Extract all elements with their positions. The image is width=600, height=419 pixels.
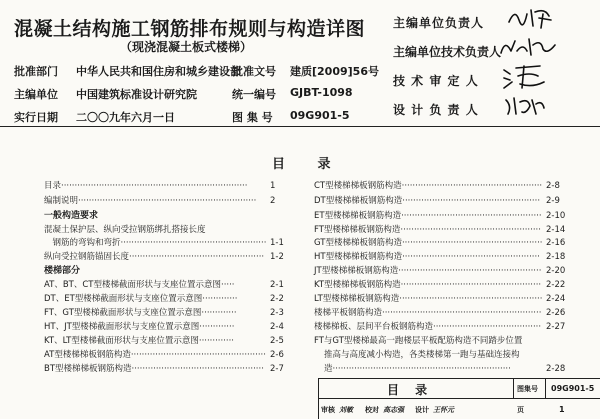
signature-4 bbox=[502, 92, 548, 118]
toc-entry-page: 2 bbox=[270, 196, 276, 206]
toc-entry-page: 2-5 bbox=[270, 336, 284, 346]
toc-entry-page: 2-28 bbox=[546, 364, 566, 374]
title-block-check-label: 校对 bbox=[365, 406, 379, 414]
title-block-review-label: 审核 bbox=[321, 406, 335, 414]
toc-entry-page: 2-6 bbox=[270, 350, 284, 360]
toc-entry-page: 2-10 bbox=[546, 211, 566, 221]
toc-entry-label: 推高与高度减小构造，各类楼梯第一跑与基础连接构 bbox=[324, 350, 520, 360]
toc-entry-label: GT型楼梯梯板钢筋构造···················································· bbox=[314, 238, 543, 248]
toc-entry-page: 2-7 bbox=[270, 364, 284, 374]
toc-entry-label: 编制说明·································································· bbox=[44, 196, 257, 206]
toc-entry-page: 2-3 bbox=[270, 308, 284, 318]
approver-label: 批准部门 bbox=[14, 65, 58, 78]
toc-entry-page: 2-14 bbox=[546, 225, 566, 235]
responsible-label-2: 主编单位技术负责人 bbox=[393, 45, 502, 59]
toc-entry-label: 纵向受拉钢筋锚固长度·················································· bbox=[44, 252, 265, 262]
header-divider bbox=[0, 126, 600, 127]
title-block-atlas-value: 09G901-5 bbox=[551, 384, 595, 393]
toc-entry-label: JT型楼梯梯板钢筋构造····················································· bbox=[314, 266, 542, 276]
toc-entry-page: 1 bbox=[270, 181, 276, 191]
toc-entry-label: BT型楼梯梯板钢筋构造················································· bbox=[44, 364, 264, 374]
toc-entry-label: 混凝土保护层、纵向受拉钢筋绑扎搭接长度 bbox=[44, 225, 206, 235]
toc-entry-page: 2-8 bbox=[546, 181, 560, 191]
atlas-label: 图 集 号 bbox=[232, 111, 273, 124]
toc-entry-page: 2-2 bbox=[270, 294, 284, 304]
toc-entry-page: 2-27 bbox=[546, 322, 566, 332]
toc-entry-label: 目录····································································· bbox=[44, 181, 248, 191]
approval-no-label: 批准文号 bbox=[232, 65, 276, 78]
toc-entry-label: KT型楼梯梯板钢筋构造···················································· bbox=[314, 280, 542, 290]
toc-entry-label: FT型楼梯梯板钢筋构造···················································· bbox=[314, 225, 541, 235]
toc-entry-label: AT型楼梯梯板钢筋构造·················································· bbox=[44, 350, 266, 360]
unified-no-value: GJBT-1098 bbox=[290, 86, 353, 99]
toc-entry-page: 2-9 bbox=[546, 196, 560, 206]
signature-3 bbox=[500, 62, 548, 92]
title-block-checker: 高志强 bbox=[383, 406, 404, 414]
responsible-label-4: 设 计 负 责 人 bbox=[393, 103, 479, 117]
signature-2 bbox=[497, 33, 559, 61]
toc-entry-page: 2-20 bbox=[546, 266, 566, 276]
title-block-designer: 王怀元 bbox=[433, 406, 454, 414]
toc-entry-page: 2-1 bbox=[270, 280, 284, 290]
toc-entry-page: 2-24 bbox=[546, 294, 566, 304]
editor-label: 主编单位 bbox=[14, 88, 58, 101]
toc-entry-page: 2-16 bbox=[546, 238, 566, 248]
toc-entry-page: 2-4 bbox=[270, 322, 284, 332]
toc-entry-label: FT、GT型楼梯截面形状与支座位置示意图············· bbox=[44, 308, 237, 318]
approval-no-value: 建质[2009]56号 bbox=[290, 65, 379, 78]
signature-1 bbox=[505, 4, 555, 30]
unified-no-label: 统一编号 bbox=[232, 88, 276, 101]
toc-entry-label: HT、JT型楼梯截面形状与支座位置示意图············· bbox=[44, 322, 235, 332]
responsible-label-3: 技 术 审 定 人 bbox=[393, 74, 479, 88]
title-block-title: 目 录 bbox=[387, 383, 434, 397]
editor-value: 中国建筑标准设计研究院 bbox=[76, 88, 197, 101]
toc-title: 目 录 bbox=[272, 157, 345, 172]
page-title: 混凝土结构施工钢筋排布规则与构造详图 bbox=[14, 18, 366, 40]
toc-entry-label: 楼梯平板钢筋构造··························································· bbox=[314, 308, 542, 318]
date-label: 实行日期 bbox=[14, 111, 58, 124]
title-block-page-value: 1 bbox=[559, 405, 565, 414]
toc-entry-label: FT与GT型楼梯最高一跑楼层平板配筋构造不同踏步位置 bbox=[314, 336, 523, 346]
toc-entry-label: HT型楼梯梯板钢筋构造··················································· bbox=[314, 252, 540, 262]
approver-value: 中华人民共和国住房和城乡建设部 bbox=[76, 65, 241, 78]
toc-entry-label: 钢筋的弯钩和弯折······················································ bbox=[44, 238, 267, 248]
toc-entry-label: CT型楼梯梯板钢筋构造···················································· bbox=[314, 181, 543, 191]
title-block-design-label: 设计 bbox=[415, 406, 429, 414]
toc-entry-label: KT、LT型楼梯截面形状与支座位置示意图············· bbox=[44, 336, 234, 346]
title-block bbox=[318, 378, 600, 419]
date-value: 二〇〇九年六月一日 bbox=[76, 111, 175, 124]
toc-entry-label: 造·································································· bbox=[324, 364, 511, 374]
atlas-value: 09G901-5 bbox=[290, 109, 350, 122]
toc-entry-page: 2-22 bbox=[546, 280, 566, 290]
toc-entry-page: 1-1 bbox=[270, 238, 284, 248]
toc-entry-page: 2-18 bbox=[546, 252, 566, 262]
toc-entry-page: 2-26 bbox=[546, 308, 566, 318]
title-block-page-label: 页 bbox=[517, 406, 524, 414]
title-block-reviewer: 刘敏 bbox=[339, 406, 353, 414]
toc-entry-label: 楼梯梯板、层间平台板钢筋构造········································ bbox=[314, 322, 542, 332]
toc-entry-page: 1-2 bbox=[270, 252, 284, 262]
page-subtitle: （现浇混凝土板式楼梯） bbox=[120, 40, 253, 54]
title-block-atlas-label: 图集号 bbox=[517, 385, 538, 393]
toc-entry-label: ET型楼梯梯板钢筋构造···················································· bbox=[314, 211, 542, 221]
toc-entry-label: AT、BT、CT型楼梯截面形状与支座位置示意图····· bbox=[44, 280, 235, 290]
responsible-label-1: 主编单位负责人 bbox=[393, 16, 485, 30]
toc-entry-label: LT型楼梯梯板钢筋构造····················································· bbox=[314, 294, 543, 304]
toc-entry-label: DT型楼梯梯板钢筋构造··················································· bbox=[314, 196, 541, 206]
toc-entry-label: DT、ET型楼梯截面形状与支座位置示意图············· bbox=[44, 294, 238, 304]
